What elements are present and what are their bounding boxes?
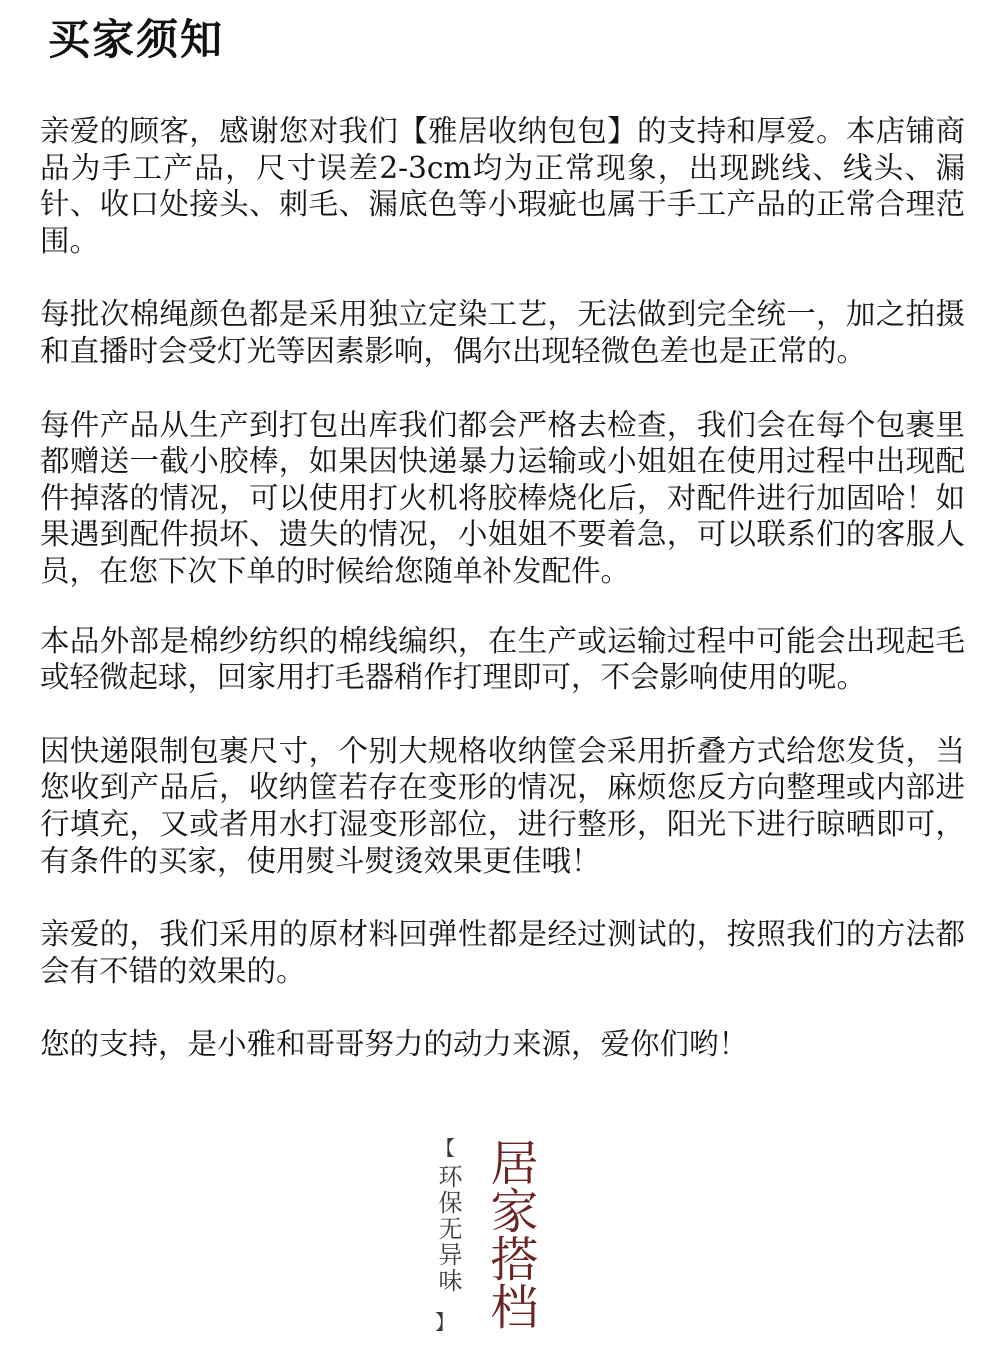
paragraph-thanks: 您的支持，是小雅和哥哥努力的动力来源，爱你们哟！ <box>40 1027 749 1062</box>
brand-slogan <box>428 1138 462 1332</box>
brand-logo <box>428 1138 548 1338</box>
paragraph-inspection: 每件产品从生产到打包出库我们都会严格去检查，我们会在每个包裹里都赠送一截小胶棒，如果因快递暴力运输或小姐姐在使用过程中出现配件掉落的情况，可以使用打火机将胶棒烧化后，对配件进行加固哈！如果遇到配件损坏、遗失的情况，小姐姐不要着急，可以联系们的客服人员，在您下次下单的时候给您随单补发配件。 <box>40 407 965 588</box>
slogan-bracket-open: 【 <box>435 1136 455 1160</box>
notice-body <box>40 113 965 1100</box>
page-title: 买家须知 <box>48 15 225 64</box>
paragraph-color-difference: 每批次棉绳颜色都是采用独立定染工艺，无法做到完全统一，加之拍摄和直播时会受灯光等因素影响，偶尔出现轻微色差也是正常的。 <box>40 297 965 368</box>
paragraph-intro: 亲爱的顾客，感谢您对我们【雅居收纳包包】的支持和厚爱。本店铺商品为手工产品，尺寸误差2-3cm均为正常现象，出现跳线、线头、漏针、收口处接头、刺毛、漏底色等小瑕疵也属于手工产品的正常合理范围。 <box>40 114 965 258</box>
paragraph-pilling: 本品外部是棉纱纺织的棉线编织，在生产或运输过程中可能会出现起毛或轻微起球，回家用打毛器稍作打理即可，不会影响使用的呢。 <box>40 623 965 695</box>
slogan-text: 环保无异味 <box>434 1164 462 1294</box>
brand-name: 居家搭档 <box>482 1138 538 1330</box>
paragraph-material: 亲爱的，我们采用的原材料回弹性都是经过测试的，按照我们的方法都会有不错的效果的。 <box>40 917 965 988</box>
slogan-bracket-close: 】 <box>435 1310 455 1334</box>
paragraph-folding: 因快递限制包裹尺寸，个别大规格收纳筐会采用折叠方式给您发货，当您收到产品后，收纳筐若存在变形的情况，麻烦您反方向整理或内部进行填充，又或者用水打湿变形部位，进行整形，阳光下进行晾晒即可，有条件的买家，使用熨斗熨烫效果更佳哦！ <box>40 733 965 878</box>
